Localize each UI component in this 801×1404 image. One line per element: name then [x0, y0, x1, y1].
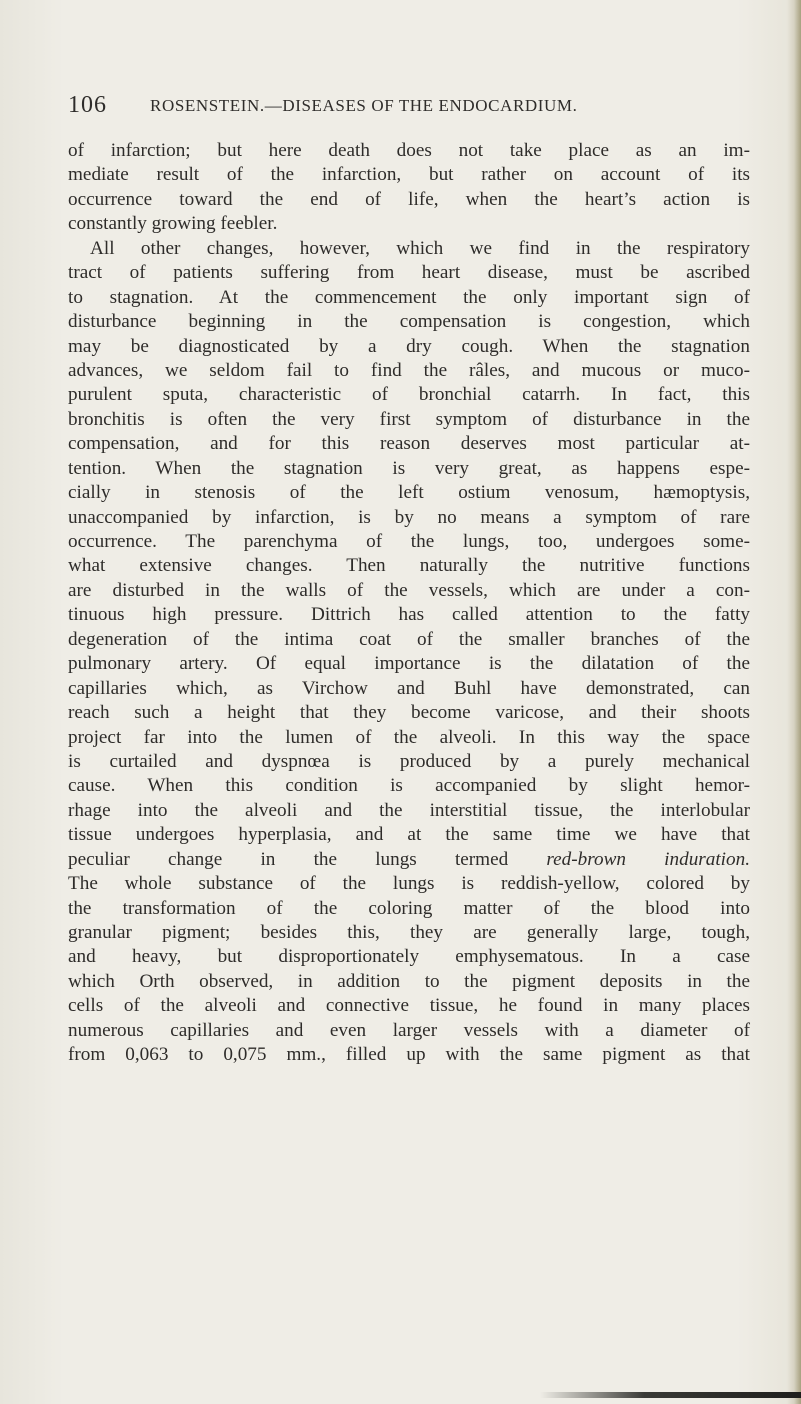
text-line: rhage into the alveoli and the interstitial tissue, the interlobular	[68, 799, 750, 821]
text-line: to stagnation. At the commencement the only important sign of	[68, 286, 750, 308]
text-line: project far into the lumen of the alveoli. In this way the space	[68, 726, 750, 748]
text-line: tention. When the stagnation is very great, as happens espe-	[68, 457, 750, 479]
text-line: from 0,063 to 0,075 mm., filled up with the same pigment as that	[68, 1044, 750, 1066]
text-line: compensation, and for this reason deserves most particular at-	[68, 433, 750, 455]
text-line: of infarction; but here death does not take place as an im-	[68, 140, 750, 161]
text-line: All other changes, however, which we find in the respiratory	[90, 237, 750, 259]
text-line: tissue undergoes hyperplasia, and at the same time we have that	[68, 824, 750, 846]
text-line: advances, we seldom fail to find the râles, and mucous or muco-	[68, 359, 750, 381]
text-line: occurrence. The parenchyma of the lungs, too, undergoes some-	[68, 531, 750, 552]
text-line: the transformation of the coloring matter of the blood into	[68, 897, 750, 919]
text-line: constantly growing feebler.	[68, 213, 278, 235]
text-line-with-italic-term	[68, 848, 750, 872]
text-segment: peculiar change in the lungs termed	[68, 848, 509, 870]
text-line: and heavy, but disproportionately emphysematous. In a case	[68, 946, 750, 968]
text-line: capillaries which, as Virchow and Buhl have demonstrated, can	[68, 677, 750, 699]
italic-term: red-brown induration.	[546, 848, 750, 870]
text-line: granular pigment; besides this, they are generally large, tough,	[68, 922, 750, 943]
text-line: what extensive changes. Then naturally the nutritive functions	[68, 555, 750, 577]
page-gutter-shadow	[787, 0, 801, 1404]
text-line: reach such a height that they become varicose, and their shoots	[68, 702, 750, 724]
text-line: may be diagnosticated by a dry cough. When the stagnation	[68, 335, 750, 357]
text-line: is curtailed and dyspnœa is produced by a purely mechanical	[68, 750, 750, 772]
page-header	[68, 92, 748, 122]
text-line: unaccompanied by infarction, is by no means a symptom of rare	[68, 506, 750, 528]
text-line: tinuous high pressure. Dittrich has called attention to the fatty	[68, 604, 750, 626]
text-line: mediate result of the infarction, but rather on account of its	[68, 164, 750, 186]
running-head: ROSENSTEIN.—DISEASES OF THE ENDOCARDIUM.	[150, 96, 578, 115]
text-line: purulent sputa, characteristic of bronchial catarrh. In fact, this	[68, 384, 750, 406]
page-number: 106	[68, 92, 107, 118]
text-line: are disturbed in the walls of the vessels, which are under a con-	[68, 579, 750, 601]
text-line: The whole substance of the lungs is reddish-yellow, colored by	[68, 873, 750, 895]
text-line: pulmonary artery. Of equal importance is the dilatation of the	[68, 653, 750, 675]
text-line: numerous capillaries and even larger vessels with a diameter of	[68, 1019, 750, 1041]
text-line: cially in stenosis of the left ostium venosum, hæmoptysis,	[68, 482, 750, 504]
text-line: occurrence toward the end of life, when the heart’s action is	[68, 188, 750, 210]
text-line: degeneration of the intima coat of the smaller branches of the	[68, 628, 750, 650]
text-line: disturbance beginning in the compensation is congestion, which	[68, 311, 750, 333]
text-line: cells of the alveoli and connective tissue, he found in many places	[68, 995, 750, 1017]
text-line: bronchitis is often the very first symptom of disturbance in the	[68, 408, 750, 430]
text-line: cause. When this condition is accompanied by slight hemor-	[68, 775, 750, 797]
body-text	[68, 139, 750, 1068]
text-line: which Orth observed, in addition to the pigment deposits in the	[68, 970, 750, 992]
page-bottom-edge	[540, 1392, 801, 1398]
text-line: tract of patients suffering from heart disease, must be ascribed	[68, 262, 750, 284]
